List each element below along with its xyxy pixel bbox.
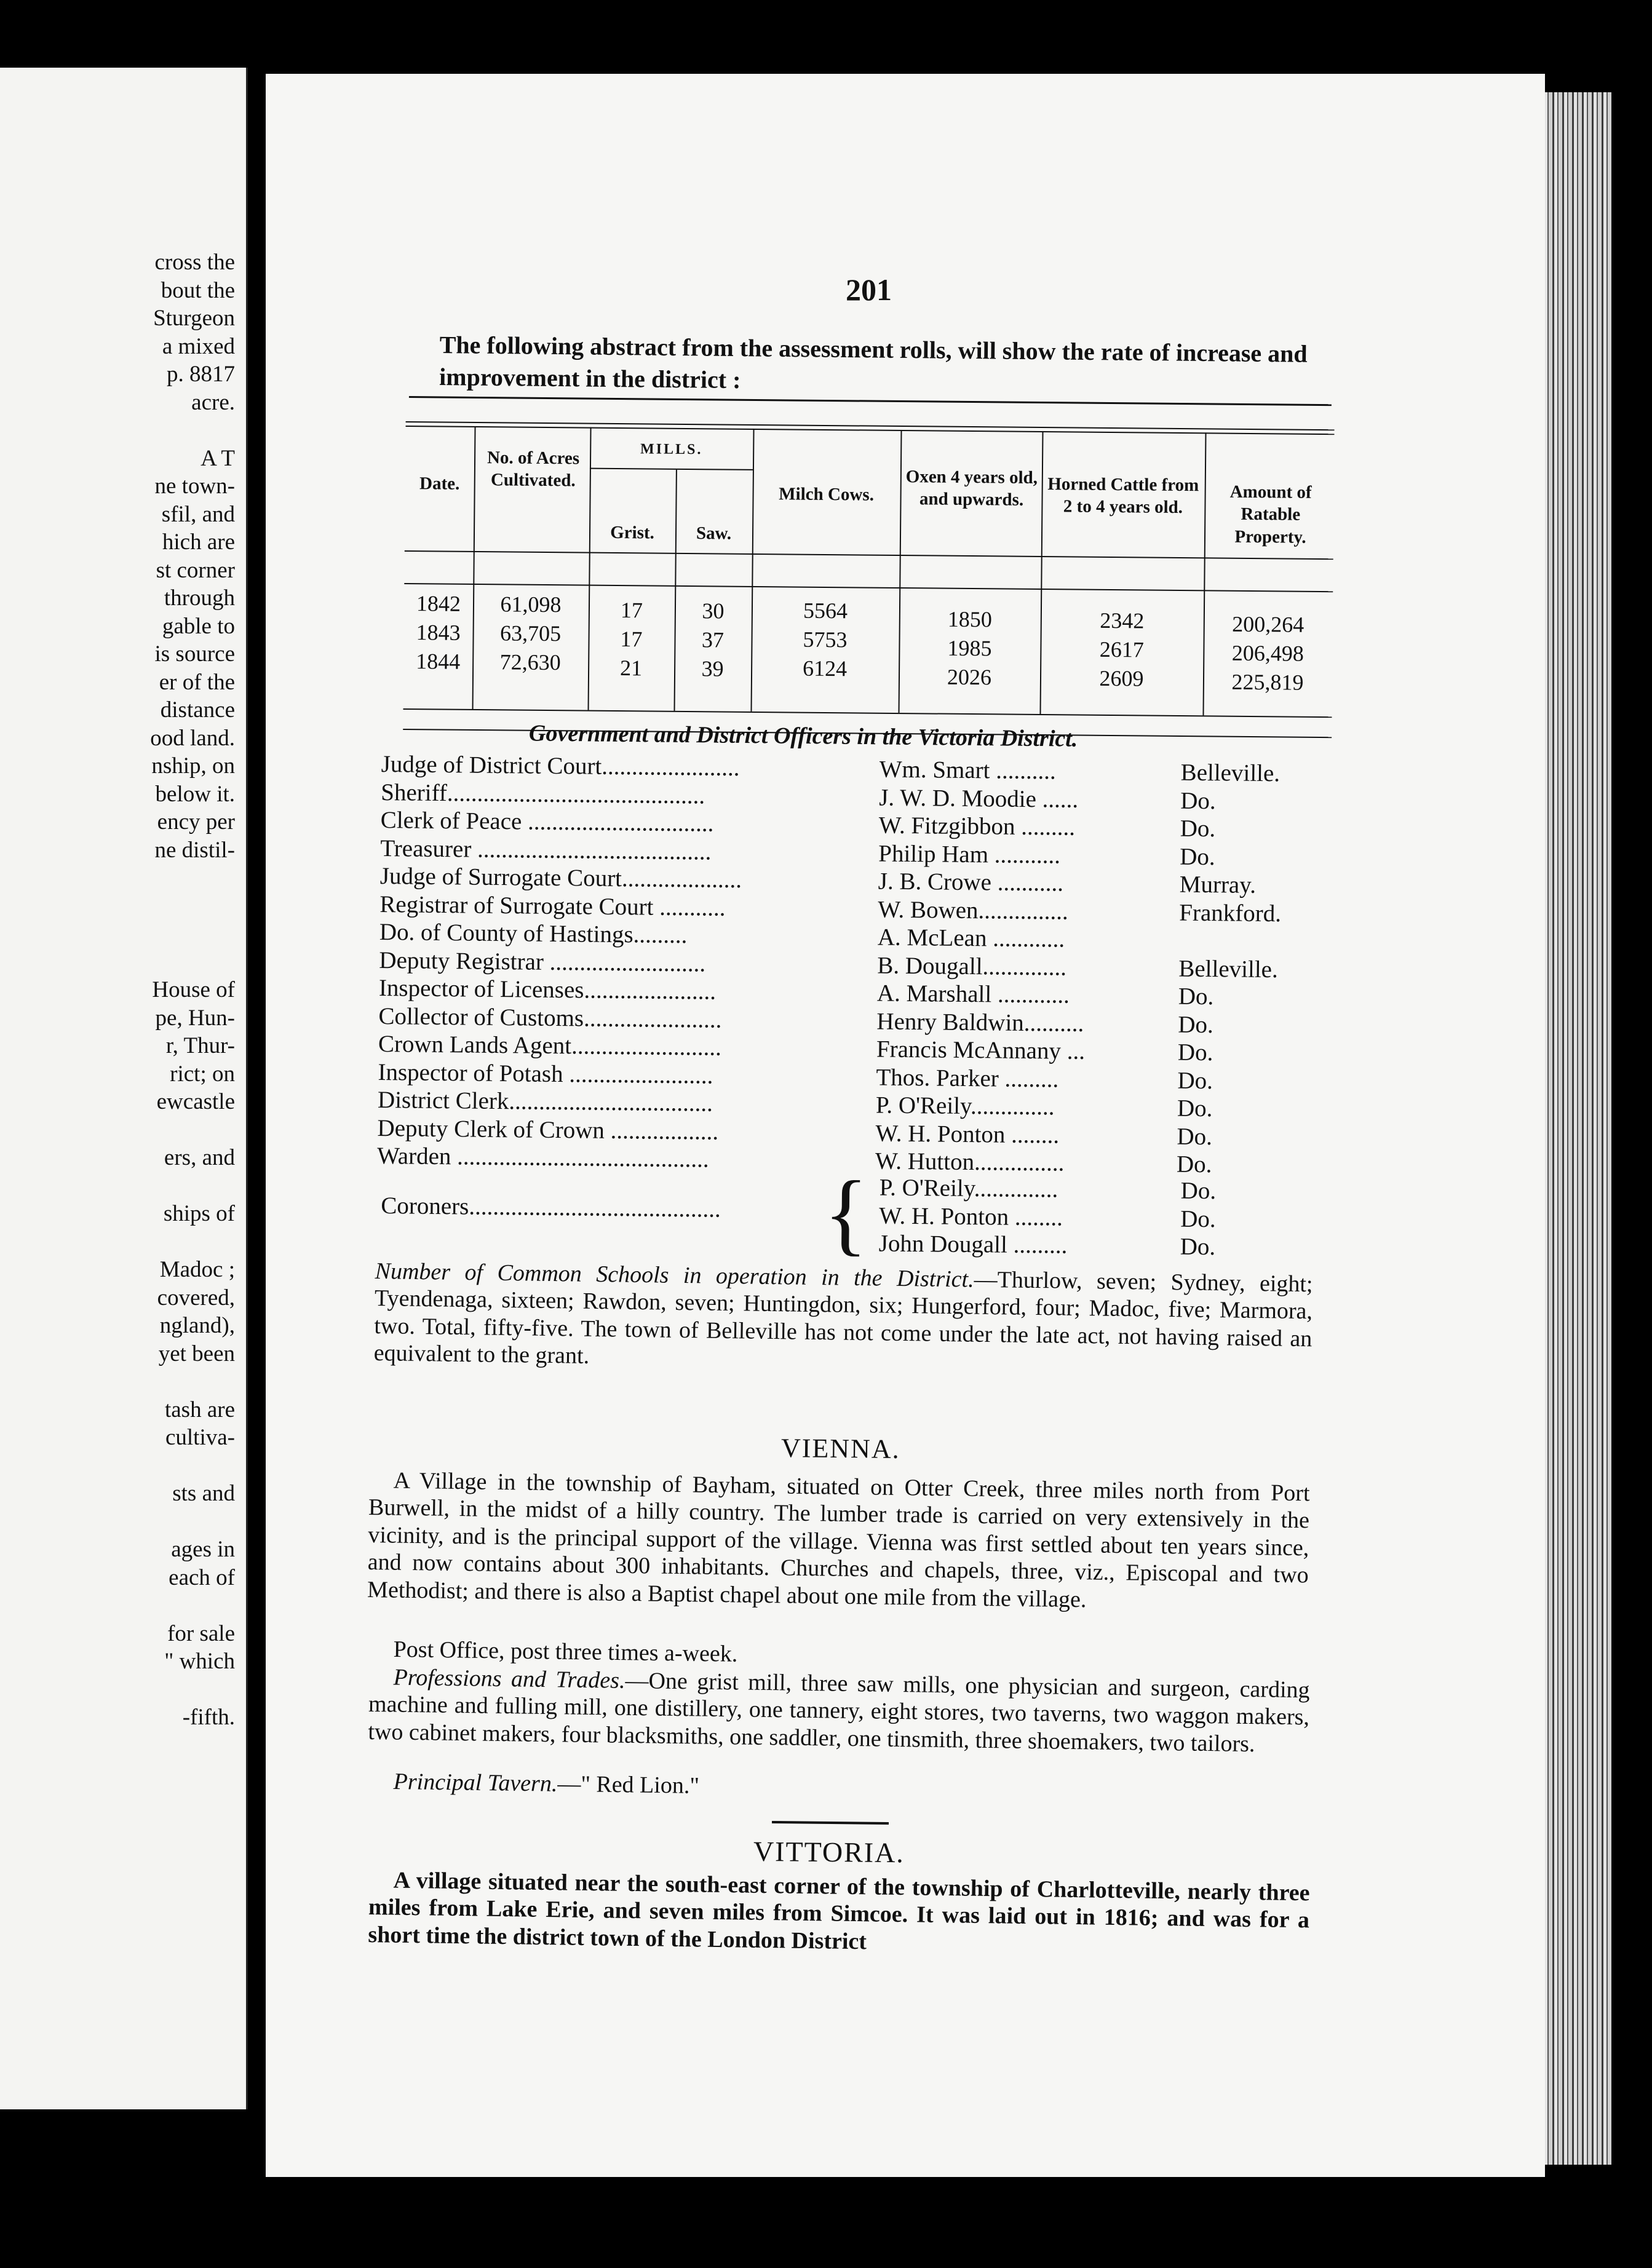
officer-name: J. B. Crowe ........... [878, 868, 1064, 897]
header-oxen: Oxen 4 years old, and upwards. [905, 467, 1038, 510]
header-horned-cattle: Horned Cattle from 2 to 4 years old. [1047, 474, 1199, 518]
header-saw: Saw. [696, 523, 732, 544]
professions-lead: Professions and Trades. [393, 1664, 625, 1694]
officer-place: Do. [1180, 787, 1216, 814]
table-cell-date: 1843 [416, 620, 461, 645]
coroner-place: Do. [1180, 1205, 1216, 1232]
left-page-fragment: covered, [157, 1285, 235, 1310]
table-cell-oxen: 2026 [947, 664, 992, 690]
officer-office: Sheriff........................................... [381, 779, 705, 809]
officer-office: Judge of Surrogate Court.................... [379, 862, 742, 894]
table-cell-date: 1842 [416, 591, 461, 616]
officer-place: Do. [1178, 983, 1214, 1010]
tavern-text: —" Red Lion." [557, 1770, 700, 1799]
officer-office: District Clerk.................................. [377, 1086, 713, 1117]
header-grist: Grist. [610, 522, 655, 543]
officer-name: Henry Baldwin.......... [876, 1007, 1084, 1037]
officer-office: Treasurer ....................................... [380, 835, 712, 865]
table-cell-saw: 39 [701, 656, 724, 681]
left-page-fragment: ne distil- [154, 837, 235, 863]
table-cell-acres: 63,705 [499, 621, 562, 646]
left-page-fragment: ency per [157, 809, 235, 835]
vittoria-paragraph: A village situated near the south-east corner of the township of Charlotteville, nearly three miles from Lake Erie, and seven miles from Simcoe. It was laid out in 1816; and was for a short time the district town of the London District [368, 1867, 1310, 1955]
tavern-lead: Principal Tavern. [393, 1769, 558, 1797]
table-cell-cattle: 2617 [1099, 636, 1145, 662]
left-page-fragment: pe, Hun- [155, 1005, 235, 1031]
coroners-brace: { [823, 1162, 869, 1265]
table-cell-oxen: 1985 [947, 635, 992, 661]
vienna-heading: VIENNA. [780, 1432, 900, 1465]
left-page-fragment: House of [152, 977, 235, 1002]
left-page-fragment: sfil, and [161, 501, 235, 527]
officer-name: W. H. Ponton ........ [875, 1119, 1060, 1149]
table-cell-milch: 6124 [802, 656, 848, 681]
officer-name: W. Fitzgibbon ......... [878, 812, 1076, 841]
officer-name: Thos. Parker ......... [876, 1063, 1059, 1093]
left-page-fragment: p. 8817 [167, 362, 235, 387]
left-page-fragment: ngland), [159, 1313, 235, 1338]
officer-place: Murray. [1179, 871, 1257, 898]
schools-text: —Thurlow, seven; Sydney, eight; Tyendenaga, sixteen; Rawdon, seven; Huntingdon, six; Hungerford, four; Madoc, five; Marmora, two. Total, fifty-five. The town of Belleville has not come under the late act, not having raised an equivalent to the grant. [373, 1266, 1313, 1370]
officer-place: Belleville. [1180, 759, 1281, 787]
left-page-fragment: below it. [155, 781, 235, 807]
officer-place: Do. [1177, 1039, 1213, 1066]
table-cell-saw: 37 [701, 627, 725, 652]
left-page-fragment: " which [164, 1649, 235, 1674]
left-page-fragment: bout the [161, 277, 235, 303]
table-cell-date: 1844 [416, 649, 461, 674]
left-page-fragment: r, Thur- [165, 1033, 235, 1058]
page-number: 201 [846, 272, 892, 307]
vienna-post-office: Post Office, post three times a-week. [393, 1636, 738, 1667]
table-cell-acres: 72,630 [499, 649, 561, 675]
officer-place: Do. [1180, 815, 1216, 843]
officer-name: J. W. D. Moodie ...... [879, 783, 1079, 813]
officer-office: Registrar of Surrogate Court ........... [379, 890, 726, 921]
header-ratable-property: Amount of Ratable Property. [1229, 482, 1312, 547]
left-page-fragment: a mixed [162, 333, 235, 359]
officer-office: Deputy Registrar .......................... [379, 946, 706, 977]
officer-place: Belleville. [1178, 955, 1278, 983]
officer-place: Do. [1177, 1067, 1213, 1094]
coroners-label: Coroners.......................................... [381, 1192, 721, 1223]
vittoria-heading: VITTORIA. [753, 1835, 905, 1869]
left-facing-page [0, 68, 248, 2109]
left-page-fragment: cultiva- [165, 1425, 235, 1450]
left-page-fragment: st corner [156, 557, 235, 583]
coroner-name: W. H. Ponton ........ [879, 1202, 1063, 1231]
header-milch-cows: Milch Cows. [779, 484, 875, 505]
table-cell-property: 225,819 [1231, 669, 1304, 695]
officer-office: Inspector of Licenses...................... [378, 974, 717, 1005]
officer-name: P. O'Reily.............. [875, 1092, 1055, 1120]
header-mills: MILLS. [640, 441, 703, 458]
table-cell-property: 200,264 [1232, 611, 1305, 637]
officer-name: B. Dougall.............. [877, 951, 1067, 981]
left-page-fragment: for sale [167, 1620, 235, 1646]
officer-place: Do. [1177, 1123, 1213, 1150]
left-page-fragment: -fifth. [182, 1705, 235, 1730]
table-cell-cattle: 2609 [1099, 665, 1144, 691]
left-page-fragment: distance [160, 697, 235, 723]
officer-office: Judge of District Court....................... [381, 751, 740, 782]
table-cell-acres: 61,098 [500, 592, 562, 617]
left-page-fragment: Sturgeon [153, 306, 235, 331]
officer-name: Philip Ham ........... [878, 839, 1061, 869]
left-page-fragment: gable to [162, 613, 235, 639]
left-page-fragment: ships of [163, 1201, 235, 1226]
table-cell-grist: 21 [619, 656, 643, 681]
header-acres: No. of Acres Cultivated. [486, 448, 580, 491]
left-page-fragment: nship, on [151, 753, 235, 779]
left-page-fragment: acre. [191, 389, 235, 415]
left-page-fragment: is source [154, 641, 235, 667]
officer-name: A. McLean ............ [877, 924, 1065, 953]
officer-place: Frankford. [1179, 899, 1282, 927]
left-page-fragment: sts and [172, 1481, 235, 1506]
schools-lead: Number of Common Schools in operation in the District. [375, 1258, 974, 1293]
table-cell-milch: 5564 [803, 598, 848, 624]
officer-office: Clerk of Peace ............................... [380, 806, 714, 837]
left-page-fragment: each of [169, 1564, 235, 1590]
left-page-fragment: Madoc ; [159, 1257, 235, 1282]
coroner-place: Do. [1180, 1233, 1216, 1261]
table-cell-oxen: 1850 [947, 606, 993, 632]
left-page-fragment: ages in [171, 1537, 235, 1562]
officers-title: Government and District Officers in the Victoria District. [528, 720, 1078, 752]
officer-place: Do. [1177, 1095, 1213, 1122]
left-page-fragment: A T [201, 445, 235, 471]
intro-text: The following abstract from the assessment rolls, will show the rate of increase and improvement in the district : [439, 330, 1308, 394]
table-cell-milch: 5753 [803, 627, 848, 652]
officer-name: Francis McAnnany ... [876, 1036, 1086, 1065]
officer-office: Collector of Customs....................... [378, 1002, 722, 1033]
coroner-place: Do. [1180, 1177, 1217, 1205]
header-date: Date. [419, 474, 460, 494]
table-cell-property: 206,498 [1231, 640, 1305, 666]
officer-place: Do. [1180, 843, 1215, 870]
officer-name: A. Marshall ............ [876, 980, 1070, 1009]
professions-text: —One grist mill, three saw mills, one physician and surgeon, carding machine and fulling mill, one distillery, one tannery, eight stores, two taverns, two waggon makers, two cabinet makers, four blacksmiths, one saddler, one tinsmith, three shoemakers, two tailors. [368, 1667, 1310, 1758]
left-page-fragment: rict; on [170, 1061, 235, 1087]
officer-name: W. Bowen............... [878, 895, 1069, 925]
left-page-fragment: tash are [164, 1397, 235, 1422]
officer-name: Wm. Smart .......... [879, 756, 1056, 785]
left-page-fragment: through [164, 585, 235, 611]
officer-name: W. Hutton............... [875, 1148, 1065, 1176]
vienna-paragraph: A Village in the township of Bayham, situated on Otter Creek, three miles north from Port Burwell, in the midst of a hilly country. The lumber trade is carried on very extensively in the vicinity, and is the principal support of the village. Vienna was first settled about ten years since, and now contains about 300 inhabitants. Churches and chapels, three, viz., Episcopal and two Methodist; and there is also a Baptist chapel about one mile from the village. [367, 1467, 1310, 1613]
officer-place: Do. [1176, 1151, 1212, 1178]
left-page-fragment: ewcastle [156, 1089, 235, 1114]
left-page-fragment: ne town- [154, 474, 235, 499]
officer-office: Crown Lands Agent......................... [378, 1030, 722, 1061]
officer-place: Do. [1178, 1011, 1214, 1038]
officer-office: Warden .......................................... [376, 1142, 709, 1173]
officer-office: Inspector of Potash ........................ [378, 1058, 713, 1089]
schools-paragraph [374, 1258, 1313, 1380]
left-page-fragment: ers, and [164, 1145, 235, 1170]
table-cell-grist: 17 [620, 598, 643, 623]
table-cell-saw: 30 [702, 598, 725, 624]
coroner-name: John Dougall ......... [878, 1230, 1068, 1259]
officer-office: Deputy Clerk of Crown .................. [377, 1114, 719, 1145]
vienna-professions [368, 1663, 1310, 1759]
table-cell-cattle: 2342 [1100, 608, 1145, 633]
left-page-fragment: ood land. [150, 725, 235, 751]
officer-office: Do. of County of Hastings......... [379, 918, 688, 949]
left-page-fragment: er of the [159, 669, 235, 695]
assessment-table [403, 394, 1335, 758]
left-page-fragment: cross the [154, 250, 235, 275]
left-page-fragment: yet been [158, 1341, 235, 1366]
left-page-fragment: hich are [162, 529, 235, 555]
table-cell-grist: 17 [620, 627, 643, 652]
coroner-name: P. O'Reily.............. [879, 1174, 1058, 1203]
